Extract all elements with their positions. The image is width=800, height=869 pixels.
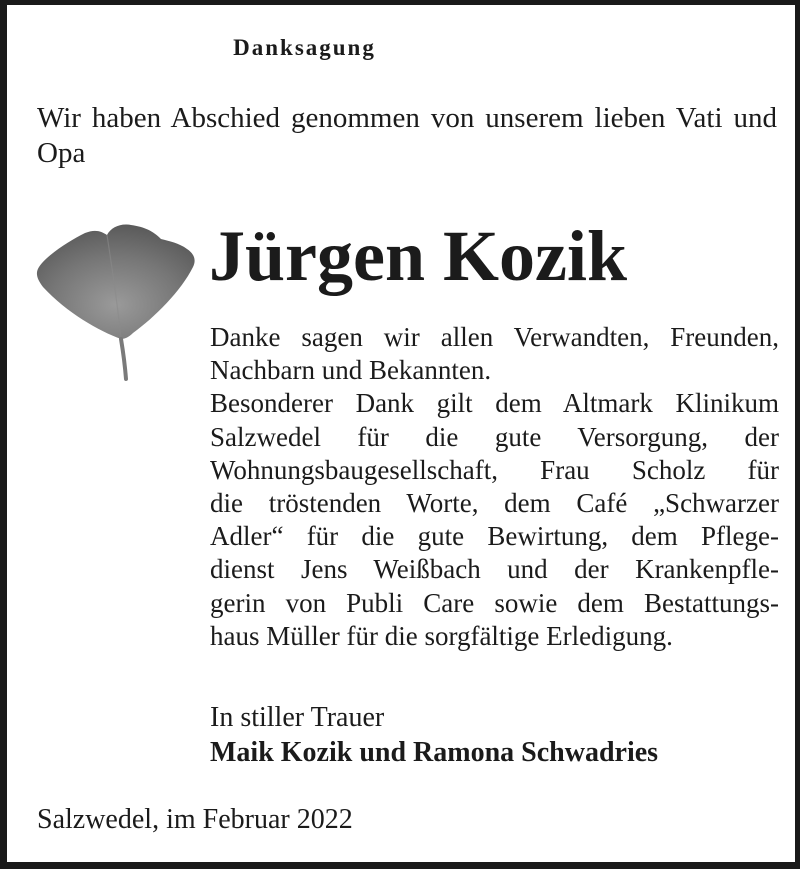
thanks-line: Besonderer Dank gilt dem Altmark Klinikum: [210, 388, 779, 419]
signers: Maik Kozik und Ramona Schwadries: [210, 737, 659, 768]
thanks-line: gerin von Publi Care sowie dem Bestattungs-: [210, 587, 779, 618]
thanks-text: [210, 321, 779, 653]
thanks-line: haus Müller für die sorgfältige Erledigung.: [210, 620, 673, 651]
thanks-line: Nachbarn und Bekannten.: [210, 355, 492, 386]
mourning-line: In stiller Trauer: [210, 702, 385, 733]
thanks-line: dienst Jens Weißbach und der Krankenpfle-: [210, 554, 779, 585]
place-date: Salzwedel, im Februar 2022: [37, 804, 353, 835]
ginkgo-leaf-icon: [29, 221, 201, 387]
intro-text: Wir haben Abschied genommen von unserem lieben Vati und Opa: [37, 102, 777, 169]
thanks-line: die tröstenden Worte, dem Café „Schwarzer: [210, 488, 779, 519]
thanks-line: Salzwedel für die gute Versorgung, der: [210, 421, 779, 452]
thanks-line: Danke sagen wir allen Verwandten, Freunden,: [210, 322, 779, 352]
thanks-line: Wohnungsbaugesellschaft, Frau Scholz für: [210, 454, 779, 485]
deceased-name: Jürgen Kozik: [209, 216, 628, 296]
thanks-line: Adler“ für die gute Bewirtung, dem Pflege-: [210, 521, 779, 552]
notice-heading: Danksagung: [233, 35, 376, 60]
